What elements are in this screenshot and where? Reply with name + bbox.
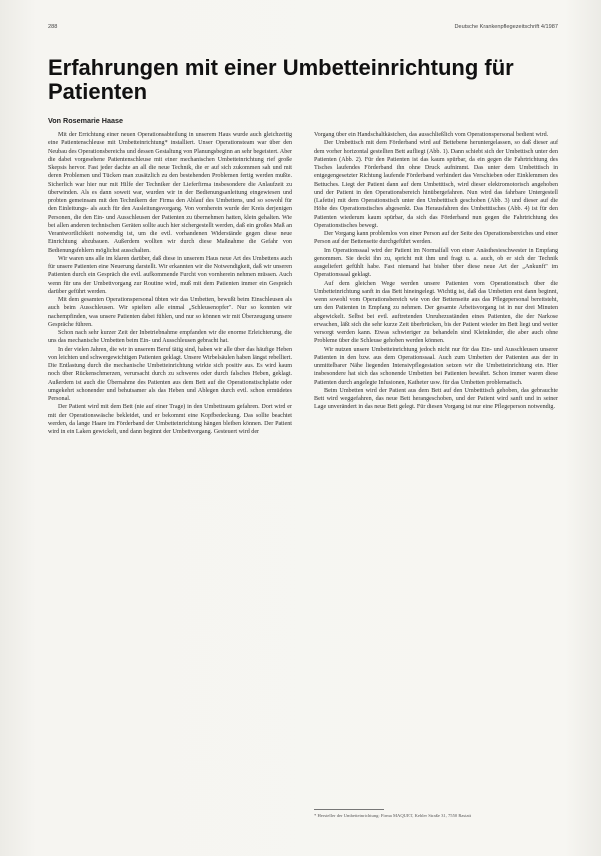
paragraph: Schon nach sehr kurzer Zeit der Inbetriebnahme empfanden wir die enorme Erleichterung, die uns das mechanische Umbetten beim Ein- und Ausschleusen gebracht hat. (48, 330, 292, 345)
left-column (48, 131, 292, 436)
paragraph: Der Umbettisch mit dem Förderband wird auf Bettebene heruntergelassen, so daß dieser auf dem vorher horizontal gestellten Bett aufliegt (Abb. 1). Dann schiebt sich der Umbettisch unter den Patienten (Abb. 2). Für den Patienten ist das kaum spürbar, da ein gegen die Fahrtrichtung des Tisches laufendes Förderband ihn ohne Druck aufnimmt. Das unter dem Umbetttisch in entgegengesetzter Richtung laufende Förderband verhindert das Verschieben oder Einklemmen des Bettuches. Liegt der Patient dann auf dem Umbetttisch, wird dieser elektromotorisch angehoben und der Patient in den Operationsbereich hinübergefahren. Nun wird das fahrbare Untergestell (Lafette) mit dem Operationstisch unter den Umbetttisch geschoben (Abb. 3) und dieser auf die Höhe des Operationstisches abgesenkt. Das Herausfahren des Umbetttisches (Abb. 4) ist für den Patienten wiederum kaum spürbar, da sich das Förderband nun gegen die Fahrtrichtung des Operationstisches bewegt. (314, 140, 558, 229)
right-column (314, 131, 558, 412)
paragraph: Mit dem gesamten Operationspersonal übten wir das Umbetten, bewußt beim Einschleusen als auch beim Ausschleusen. Wir spielten alle einmal „Schleusenopfer". Nur so konnten wir nachempfinden, was unsere Patienten dabei fühlen, und nur so können wir mit Überzeugung unsere Gespräche führen. (48, 297, 292, 328)
article-title: Erfahrungen mit einer Umbetteinrichtung für Patienten (48, 55, 514, 104)
article-author: Von Rosemarie Haase (48, 116, 123, 125)
paragraph: Mit der Errichtung einer neuen Operationsabteilung in unserem Haus wurde auch gleichzeitig eine Patientenschleuse mit Umbetteinrichtung* installiert. Unser Operationsteam war über den Neubau des Operationsbereichs und dessen Gestaltung von Planungsbeginn an sehr begeistert. Aber die dabei vorgesehene Patientenschleuse mit einer mechanischen Umbetteinrichtung rief große Skepsis hervor. Fast jeder dachte an all die neue Technik, die er auf sich zukommen sah und mit deren Problemen und Tücken man zusätzlich zu den bestehenden Problemen fertig werden mußte. Sicherlich war hier nur mit Hilfe der Techniker der Lieferfirma insbesondere die Anlaufzeit zu überwinden. Als es dann soweit war, wurden wir in der Bedienungsanleitung eingewiesen und probten gemeinsam mit den Technikern der Firma den Ablauf des Umbettens, und so sowohl für den Einleitungs- als auch für den Ausleitungsvorgang. Von vornherein wurde der Kreis derjenigen Personen, die den Ein- und Ausschleusen der Patienten zu übernehmen hatten, klein gehalten. Wie bei allen anderen technischen Geräten sollte auch hier sichergestellt werden, daß ein großes Maß an Verantwortlichkeit notwendig ist, um die evtl. vorhandenen Widerstände gegen diese neue Einrichtung abzubauen. Außerdem wollten wir durch diese Maßnahme die Gefahr von Bedienungsfehlern möglichst ausschalten. (48, 132, 292, 254)
footnote-divider (314, 809, 384, 810)
paragraph: Wir waren uns alle im klaren darüber, daß diese in unserem Haus neue Art des Umbettens auch für unsere Patienten eine Neuerung darstellt. Wir erkannten wir die Notwendigkeit, daß wir unseren Patienten durch ein Gespräch die evtl. aufkommende Furcht von vornherein nehmen müssen. Auch wenn für uns der Umbettvorgang zur Routine wird, muß mit dem Patienten immer ein Gespräch darüber geführt werden. (48, 255, 292, 295)
paragraph: Im Operationssaal wird der Patient im Normalfall von einer Anästhesieschwester in Empfang genommen. Sie deckt ihn zu, spricht mit ihm und fragt u. a. auch, ob er sich der Technik ausgeliefert gefühlt habe. Fast niemand hat bisher über diese neue Art der „Ankunft" im Operationssaal geklagt. (314, 247, 558, 279)
page-number: 288 (48, 24, 58, 30)
paragraph: Wir nutzen unsere Umbetteinrichtung jedoch nicht nur für das Ein- und Ausschleusen unserer Patienten in den bzw. aus dem Operationssaal. Auch zum Umbetten der Patienten aus der in unmittelbarer Nähe liegenden Intensivpflegestation setzen wir die Umbetteinrichtung ein. Hier insbesondere hat sich das schonende Umbetten bei Patienten bewährt. Schon immer waren diese Patienten durch angelegte Infusionen, Katheter usw. für das Umbetten problematisch. (314, 346, 558, 386)
page-header (48, 24, 558, 34)
paragraph: Der Patient wird mit dem Bett (nie auf einer Trage) in den Umbettraum gefahren. Dort wird er mit der Operationswäsche bekleidet, und er bekommt eine Kopfbedeckung. Das sollte beachtet werden, da lange Haare im Förderband der Umbetteinrichtung hängen bleiben können. Der Patient wird in ein Laken gewickelt, und dann beginnt der Umbettvorgang. Gesteuert wird der (48, 404, 292, 435)
paragraph: Der Vorgang kann problemlos von einer Person auf der Seite des Operationsbereiches und einer Person auf der Bettenseite durchgeführt werden. (314, 231, 558, 246)
footnote: * Hersteller der Umbetteinrichtung: Firma MAQUET, Kehler Straße 31, 7550 Rastatt (314, 813, 472, 818)
paragraph: Auf dem gleichen Wege werden unsere Patienten vom Operationstisch über die Umbetteinrichtung sanft in das Bett hineingelegt. Wichtig ist, daß das Umbetten erst dann beginnt, wenn sowohl vom Operationsbereich wie von der Bettenseite aus das Pflegepersonal bereitsteht, um den Patienten in Empfang zu nehmen. Der gesamte Arbeitsvorgang ist in nur drei Minuten abgewickelt. Selbst bei evtl. auftretenden Unruhezuständen eines Patienten, die der Narkose erwachen, läßt sich die sehr kurze Zeit überbrücken, bis der Patient wieder im Bett liegt und weiter versorgt werden kann. Etwas schwieriger zu behandeln sind Kleinkinder, die aber auch ohne Probleme über die Schleuse gehoben werden können. (314, 280, 558, 345)
journal-name: Deutsche Krankenpflegezeitschrift 4/1987 (454, 24, 558, 30)
paragraph: Vorgang über ein Handschaltkästchen, das ausschließlich vom Operationspersonal bedient wird. (314, 132, 549, 138)
paragraph: In der vielen Jahren, die wir in unserem Beruf tätig sind, haben wir alle über das häufige Heben von leichten und schwergewichtigen Patienten geklagt. Unsere Wirbelsäulen haben längst rebelliert. Die Entlastung durch die mechanische Umbetteinrichtung wirkte sich positiv aus. Es wird kaum noch über Rückenschmerzen, verursacht durch zu schweres oder durch falsches Heben, geklagt. Außerdem ist auch die Übernahme des Patienten aus dem Bett auf die Operationstischplatte oder umgekehrt schonender und behutsamer als das Heben und Ablegen durch evtl. schon ermüdetes Personal. (48, 346, 292, 402)
paragraph: Beim Umbetten wird der Patient aus dem Bett auf den Umbetttisch gehoben, das gebrauchte Bett wird weggefahren, das neue Bett herangeschoben, und der Patient wird sanft und in seiner Lage unverändert in das neue Bett gelegt. Für diesen Vorgang ist nur eine Pflegeperson notwendig. (314, 387, 558, 411)
